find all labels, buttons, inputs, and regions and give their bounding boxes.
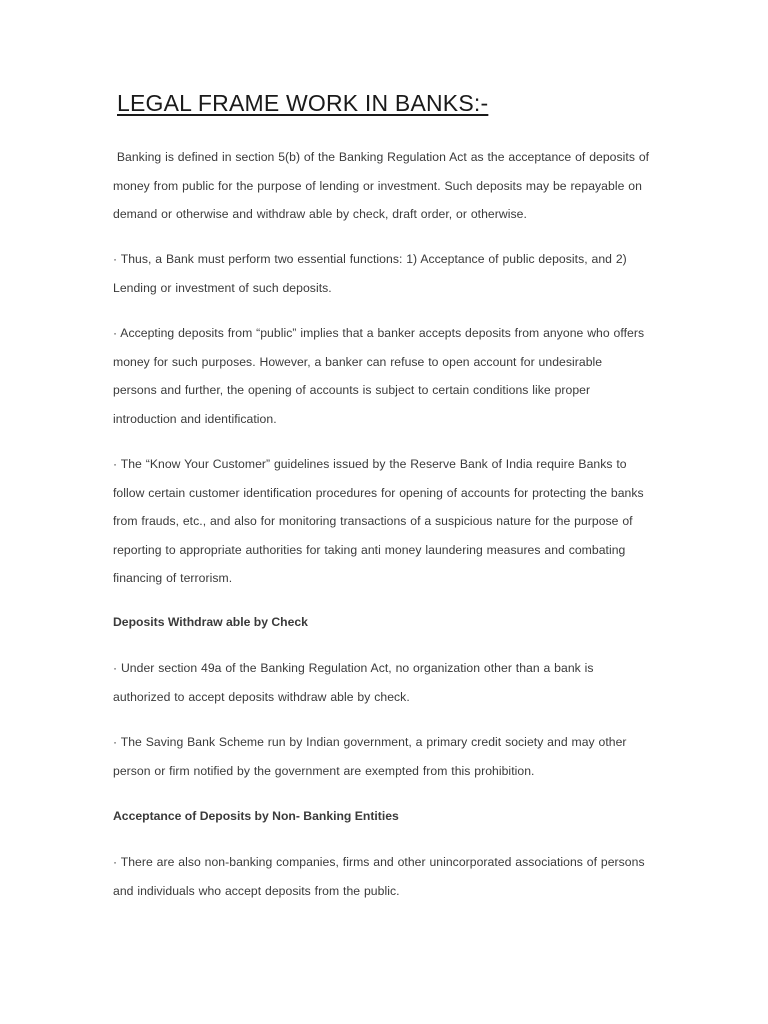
text-line: person or firm notified by the government are exempted from this prohibition. xyxy=(113,763,535,778)
text-line: demand or otherwise and withdraw able by check, draft order, or otherwise. xyxy=(113,207,527,221)
text-line: persons and further, the opening of accounts is subject to certain conditions like proper xyxy=(113,383,591,397)
paragraph-section-49a xyxy=(113,654,673,711)
text-line: follow certain customer identification procedures for opening of accounts for protecting the banks xyxy=(113,485,644,500)
text-line: from frauds, etc., and also for monitoring transactions of a suspicious nature for the purpose of xyxy=(113,514,633,528)
section-heading-check-deposits: Deposits Withdraw able by Check xyxy=(113,615,308,629)
text-line: money from public for the purpose of lending or investment. Such deposits may be repayable on xyxy=(113,178,642,193)
paragraph-banking-definition xyxy=(113,143,673,229)
text-line: · The “Know Your Customer” guidelines issued by the Reserve Bank of India require Banks to xyxy=(113,457,627,471)
text-line: · The Saving Bank Scheme run by Indian government, a primary credit society and may other xyxy=(113,735,627,749)
text-line: · Under section 49a of the Banking Regulation Act, no organization other than a bank is xyxy=(113,661,594,675)
paragraph-public-deposits xyxy=(113,319,673,433)
text-line: Banking is defined in section 5(b) of the Banking Regulation Act as the acceptance of deposits of xyxy=(113,150,650,164)
text-line: introduction and identification. xyxy=(113,411,277,426)
text-line: authorized to accept deposits withdraw able by check. xyxy=(113,689,410,704)
text-line: reporting to appropriate authorities for taking anti money laundering measures and combating xyxy=(113,542,626,557)
text-line: financing of terrorism. xyxy=(113,571,233,585)
paragraph-essential-functions xyxy=(113,245,673,302)
text-line: · There are also non-banking companies, firms and other unincorporated associations of persons xyxy=(113,855,645,869)
paragraph-non-banking-companies xyxy=(113,848,673,905)
text-line: money for such purposes. However, a banker can refuse to open account for undesirable xyxy=(113,354,603,369)
text-line: and individuals who accept deposits from the public. xyxy=(113,883,400,898)
text-line: · Thus, a Bank must perform two essential functions: 1) Acceptance of public deposits, and 2) xyxy=(113,252,627,266)
text-line: · Accepting deposits from “public” implies that a banker accepts deposits from anyone who offers xyxy=(113,326,645,340)
paragraph-kyc-guidelines xyxy=(113,450,673,593)
text-line: Lending or investment of such deposits. xyxy=(113,280,332,295)
section-heading-non-banking-entities: Acceptance of Deposits by Non- Banking Entities xyxy=(113,809,399,823)
paragraph-saving-bank-scheme xyxy=(113,728,673,785)
document-title: LEGAL FRAME WORK IN BANKS:- xyxy=(117,90,489,116)
